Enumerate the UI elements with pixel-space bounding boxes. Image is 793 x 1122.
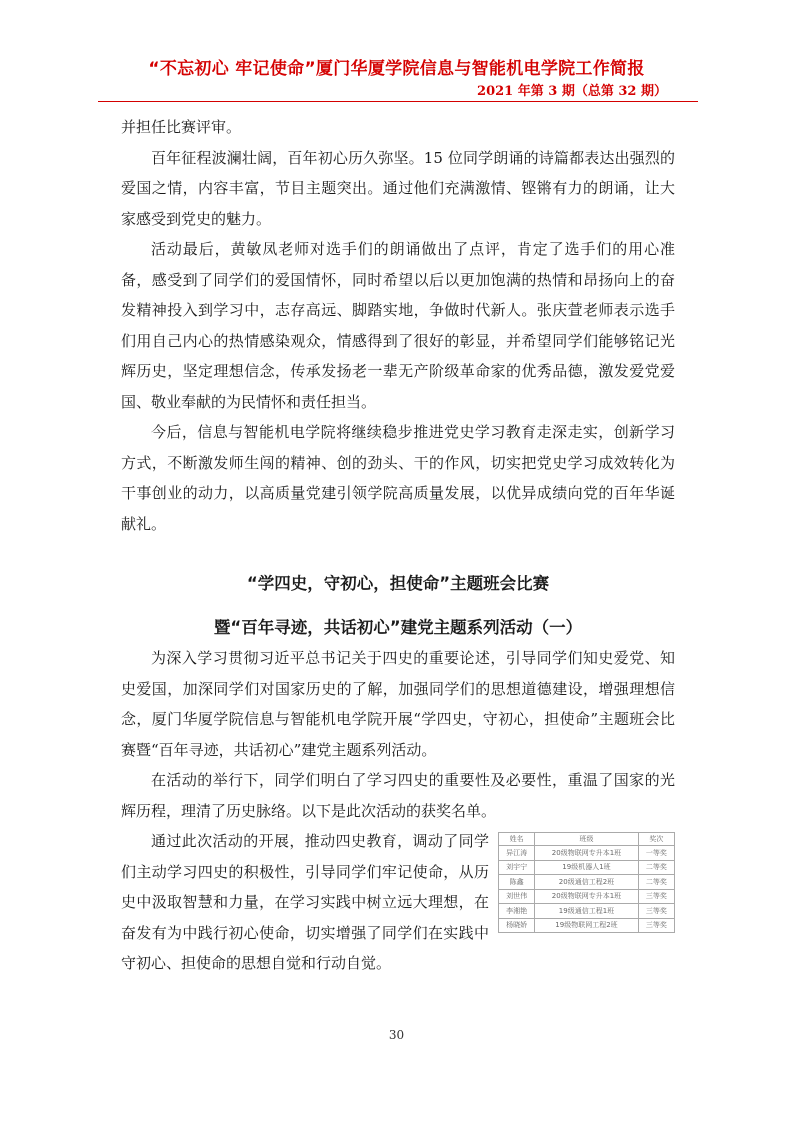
table-row (499, 875, 675, 890)
paragraph: 为深入学习贯彻习近平总书记关于四史的重要论述，引导同学们知史爱党、知史爱国，加深同学们对国家历史的了解，加强同学们的思想道德建设，增强理想信念，厦门华厦学院信息与智能机电学院开展“学四史，守初心，担使命”主题班会比赛暨“百年寻迹，共话初心”建党主题系列活动。 (121, 649, 675, 759)
table-cell: 20级通信工程2班 (535, 875, 639, 890)
table-cell: 20级物联网专升本1班 (535, 889, 639, 904)
paragraph: 并担任比赛评审。 (121, 118, 242, 136)
table-row (499, 889, 675, 904)
paragraph: 在活动的举行下，同学们明白了学习四史的重要性及必要性，重温了国家的光辉历程，理清了历史脉络。以下是此次活动的获奖名单。 (121, 771, 675, 820)
header-issue: 2021 年第 3 期（总第 32 期） (477, 84, 667, 99)
table-row (499, 846, 675, 861)
table-cell: 李湘艳 (499, 904, 535, 919)
table-row (499, 918, 675, 933)
paragraph: 百年征程波澜壮阔，百年初心历久弥坚。15 位同学朗诵的诗篇都表达出强烈的爱国之情，内容丰富，节目主题突出。通过他们充满激情、铿锵有力的朗诵，让大家感受到党史的魅力。 (121, 148, 675, 228)
table-cell: 杨晓娇 (499, 918, 535, 933)
page-number: 30 (388, 1028, 405, 1042)
table-cell: 一等奖 (638, 846, 674, 861)
column-header: 奖次 (638, 833, 674, 846)
section-title-line2: 暨“百年寻迹，共话初心”建党主题系列活动（一） (213, 618, 583, 637)
header-divider (98, 101, 698, 102)
paragraph: 今后，信息与智能机电学院将继续稳步推进党史学习教育走深走实，创新学习方式，不断激发师生闯的精神、创的劲头、干的作风，切实把党史学习成效转化为干事创业的动力，以高质量党建引领学院高质量发展，以优异成绩向党的百年华诞献礼。 (121, 423, 675, 533)
table-cell: 三等奖 (638, 918, 674, 933)
table-cell: 异江涛 (499, 846, 535, 861)
table-row (499, 904, 675, 919)
paragraph: 通过此次活动的开展，推动四史教育，调动了同学们主动学习四史的积极性，引导同学们牢记使命，从历史中汲取智慧和力量，在学习实践中树立远大理想，在奋发有为中践行初心使命，切实增强了同学们在实践中守初心、担使命的思想自觉和行动自觉。 (121, 832, 489, 972)
award-table (498, 832, 675, 933)
table-cell: 19级物联网工程2班 (535, 918, 639, 933)
header-title: “不忘初心 牢记使命”厦门华厦学院信息与智能机电学院工作简报 (148, 59, 645, 79)
section-title-line1: “学四史，守初心，担使命”主题班会比赛 (246, 574, 550, 593)
table-cell: 刘世伟 (499, 889, 535, 904)
table-cell: 19级通信工程1班 (535, 904, 639, 919)
table-cell: 陈鑫 (499, 875, 535, 890)
column-header: 班级 (535, 833, 639, 846)
table-cell: 三等奖 (638, 889, 674, 904)
table-cell: 19级机器人1班 (535, 860, 639, 875)
table-cell: 二等奖 (638, 860, 674, 875)
table-cell: 三等奖 (638, 904, 674, 919)
article-body (121, 112, 675, 979)
paragraph: 活动最后，黄敏凤老师对选手们的朗诵做出了点评，肯定了选手们的用心准备，感受到了同学们的爱国情怀，同时希望以后以更加饱满的热情和昂扬向上的奋发精神投入到学习中，志存高远、脚踏实地，争做时代新人。张庆萱老师表示选手们用自己内心的热情感染观众，情感得到了很好的彰显，并希望同学们能够铭记光辉历史，坚定理想信念，传承发扬老一辈无产阶级革命家的优秀品德，激发爱党爱国、敬业奉献的为民情怀和责任担当。 (121, 240, 675, 411)
table-row (499, 860, 675, 875)
table-cell: 20级物联网专升本1班 (535, 846, 639, 861)
table-header-row (499, 833, 675, 846)
column-header: 姓名 (499, 833, 535, 846)
award-section (121, 826, 675, 979)
table-cell: 刘宇宁 (499, 860, 535, 875)
table-cell: 二等奖 (638, 875, 674, 890)
